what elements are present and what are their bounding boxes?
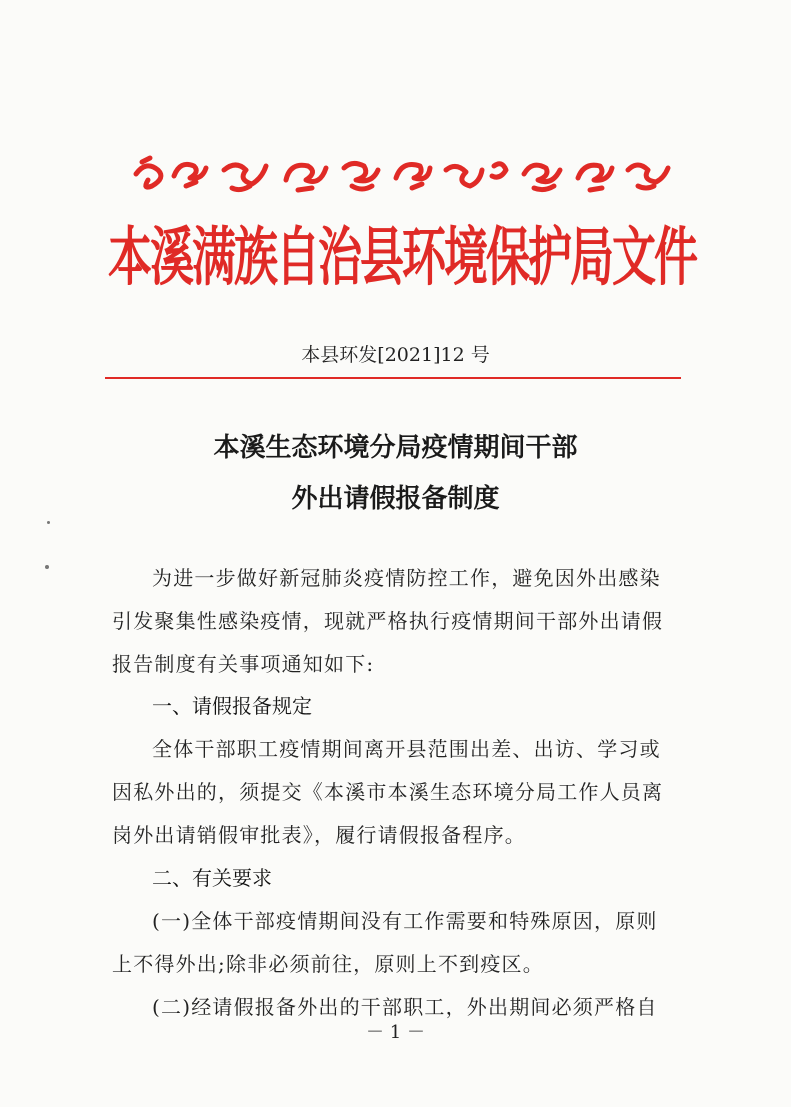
issuing-authority-title: 本溪满族自治县环境保护局文件 bbox=[108, 220, 696, 295]
document-number: 本县环发[2021]12 号 bbox=[301, 344, 490, 366]
red-divider-rule bbox=[105, 377, 681, 379]
item-1-line-1: (一)全体干部疫情期间没有工作需要和特殊原因，原则 bbox=[152, 909, 658, 933]
scan-speck bbox=[45, 565, 49, 569]
section-2-heading: 二、有关要求 bbox=[152, 866, 272, 890]
document-title-line-2: 外出请假报备制度 bbox=[291, 484, 500, 514]
section-1-line-2: 因私外出的，须提交《本溪市本溪生态环境分局工作人员离 bbox=[112, 780, 664, 804]
section-1-heading: 一、请假报备规定 bbox=[152, 694, 312, 718]
section-1-line-1: 全体干部职工疫情期间离开县范围出差、出访、学习或 bbox=[152, 737, 661, 761]
mongolian-script-line bbox=[128, 152, 676, 198]
item-2-line-1: (二)经请假报备外出的干部职工，外出期间必须严格自 bbox=[152, 995, 658, 1019]
intro-line-1: 为进一步做好新冠肺炎疫情防控工作，避免因外出感染 bbox=[152, 566, 661, 590]
intro-line-3: 报告制度有关事项通知如下: bbox=[112, 652, 375, 676]
page-number: － 1 － bbox=[366, 1022, 425, 1043]
intro-line-2: 引发聚集性感染疫情，现就严格执行疫情期间干部外出请假 bbox=[112, 609, 664, 633]
section-1-line-3: 岗外出请销假审批表》，履行请假报备程序。 bbox=[112, 823, 526, 847]
document-title-line-1: 本溪生态环境分局疫情期间干部 bbox=[213, 433, 578, 463]
scan-speck bbox=[47, 521, 50, 524]
item-1-line-2: 上不得外出;除非必须前往，原则上不到疫区。 bbox=[112, 952, 544, 976]
